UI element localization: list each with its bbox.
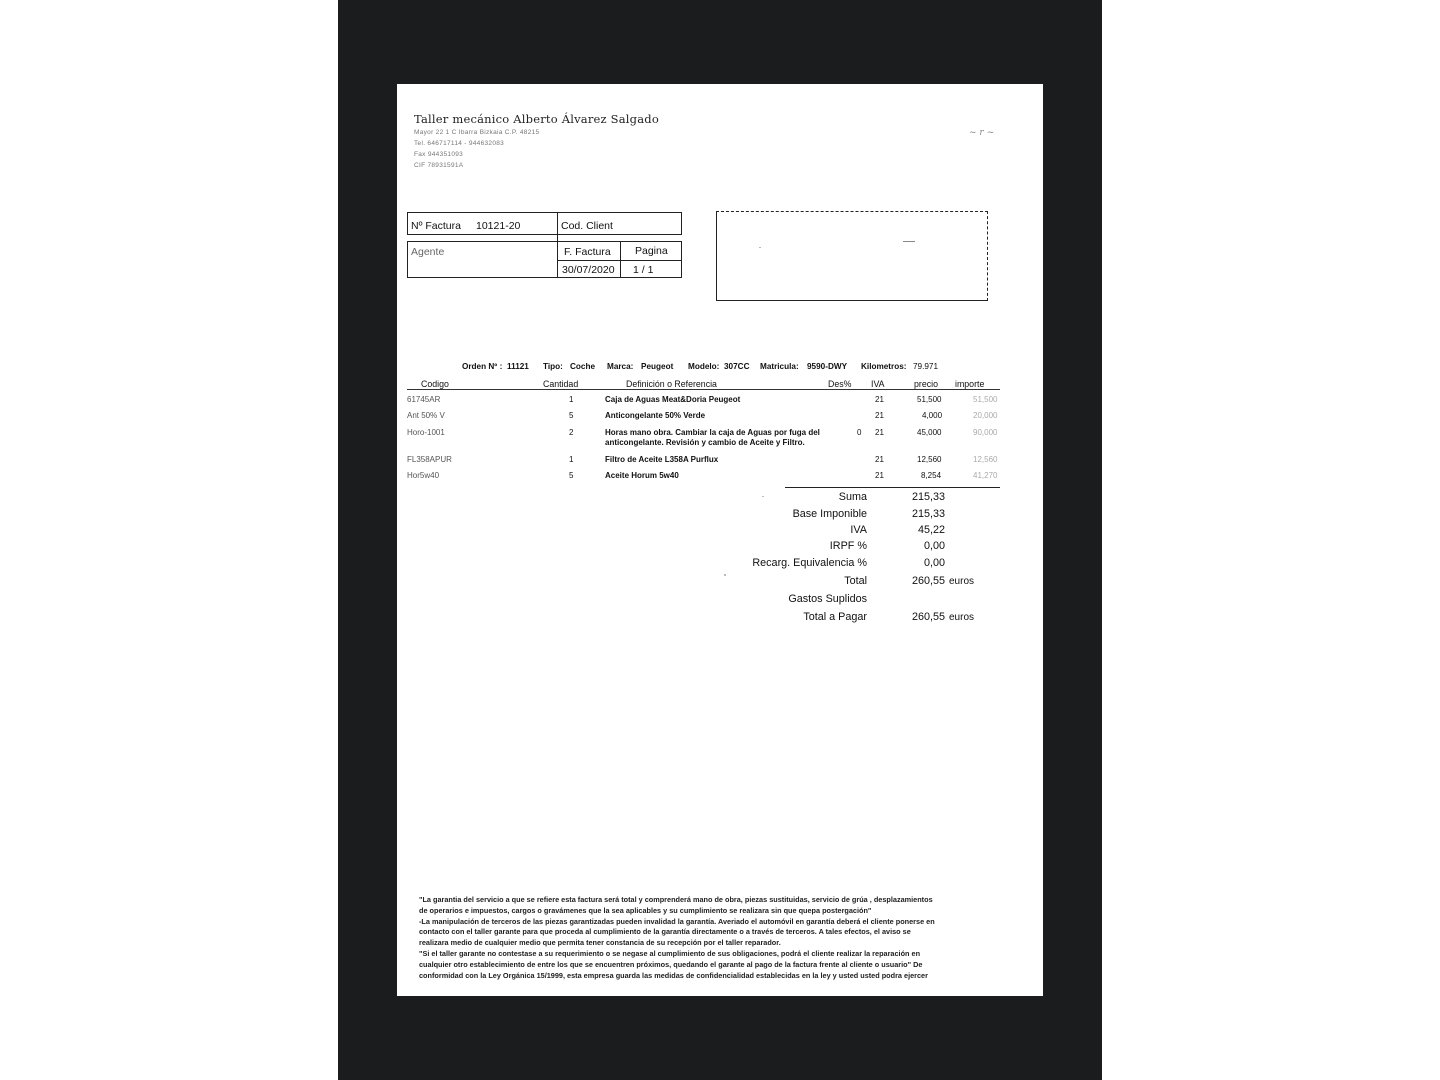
tax-base-value: 215,33 xyxy=(911,508,945,520)
row-discount: 0 xyxy=(857,428,862,437)
row-code: Hor5w40 xyxy=(407,471,440,480)
row-amount: 20,000 xyxy=(973,411,998,420)
client-address-box xyxy=(716,211,988,301)
col-header-iva: IVA xyxy=(871,379,885,389)
km-label: Kilometros: xyxy=(861,362,907,371)
row-desc: Filtro de Aceite L358A Purflux xyxy=(605,455,719,464)
totals-rule xyxy=(785,487,1000,488)
col-header-discount: Des% xyxy=(828,379,852,389)
scan-speck xyxy=(762,496,764,497)
row-desc: Horas mano obra. Cambiar la caja de Aguas por fuga del xyxy=(605,428,820,437)
col-header-price: precio xyxy=(914,379,938,389)
row-code: FL358APUR xyxy=(407,455,452,464)
invoice-number-label: Nº Factura xyxy=(411,220,461,232)
scan-speck xyxy=(759,247,761,248)
row-desc: Anticongelante 50% Verde xyxy=(605,411,706,420)
invoice-date-label: F. Factura xyxy=(564,246,611,258)
terms-line: -La manipulación de terceros de las piezas garantizadas pueden invalidad la garantía. Averiado el automóvil en garantía deberá el cliente ponerse en xyxy=(419,916,935,926)
invoice-number: 10121-20 xyxy=(476,220,521,232)
irpf-value: 0,00 xyxy=(923,540,945,552)
row-amount: 12,560 xyxy=(973,455,998,464)
company-fax: Fax 944351093 xyxy=(414,151,464,158)
brand-label: Marca: xyxy=(607,362,634,371)
page-label: Pagina xyxy=(635,245,668,257)
terms-line: de operarios e impuestos, cargos o gravámenes que la sea aplicables y su cumplimiento se realizara sin que quepa postergación" xyxy=(419,905,872,915)
row-qty: 1 xyxy=(569,455,574,464)
row-code: Horo-1001 xyxy=(407,428,445,437)
row-qty: 5 xyxy=(569,411,574,420)
row-price: 4,000 xyxy=(922,411,943,420)
expenses-label: Gastos Suplidos xyxy=(788,593,867,605)
order-number-label: Orden Nº : xyxy=(462,362,503,371)
terms-line: realizara medio de cualquier medio que permita tener constancia de su recepción por el taller reparador. xyxy=(419,938,781,948)
plate-label: Matricula: xyxy=(760,362,799,371)
row-qty: 1 xyxy=(569,395,574,404)
order-number: 11121 xyxy=(507,362,529,371)
row-qty: 5 xyxy=(569,471,574,480)
row-iva: 21 xyxy=(875,455,884,464)
terms-line: contacto con el taller garante para que proceda al cumplimiento de la garantía directamente o a través de terceros. A tales efectos, el aviso se xyxy=(419,927,911,937)
page-number: 1 / 1 xyxy=(633,264,654,276)
row-price: 8,254 xyxy=(921,471,942,480)
invoice-date: 30/07/2020 xyxy=(562,264,615,276)
vehicle-model: 307CC xyxy=(724,362,750,371)
scan-speck xyxy=(903,241,915,242)
row-amount: 41,270 xyxy=(973,471,998,480)
row-desc-continued: anticongelante. Revisión y cambio de Aceite y Filtro. xyxy=(605,438,805,447)
col-header-code: Codigo xyxy=(421,379,449,389)
terms-line: "Si el taller garante no contestase a su requerimiento o se negase al cumplimiento de sus obligaciones, podrá el cliente realizar la reparación en xyxy=(419,948,921,958)
model-label: Modelo: xyxy=(688,362,720,371)
amount-due-value: 260,55 xyxy=(911,611,945,623)
amount-due-label: Total a Pagar xyxy=(803,611,867,623)
row-qty: 2 xyxy=(569,428,574,437)
row-iva: 21 xyxy=(875,395,884,404)
vehicle-plate: 9590-DWY xyxy=(807,362,848,371)
col-header-amount: importe xyxy=(955,379,985,389)
scan-speck xyxy=(724,574,726,576)
vehicle-km: 79.971 xyxy=(913,362,939,371)
total-currency: euros xyxy=(949,576,975,587)
irpf-label: IRPF % xyxy=(829,540,867,552)
surcharge-label: Recarg. Equivalencia % xyxy=(752,557,867,569)
company-cif: CIF 78931591A xyxy=(414,162,464,169)
row-iva: 21 xyxy=(875,471,884,480)
row-desc: Caja de Aguas Meat&Doria Peugeot xyxy=(605,395,741,404)
amount-due-currency: euros xyxy=(949,612,975,623)
col-header-qty: Cantidad xyxy=(543,379,579,389)
company-name: Taller mecánico Alberto Álvarez Salgado xyxy=(414,112,659,126)
col-header-desc: Definición o Referencia xyxy=(626,379,717,389)
tax-base-label: Base Imponible xyxy=(792,508,867,520)
terms-line: conformidad con la Ley Orgánica 15/1999, esta empresa guarda las medidas de confidencialidad establecidas en la ley y usted usted podra ejercer xyxy=(419,970,928,980)
vehicle-type: Coche xyxy=(570,362,596,371)
row-price: 12,560 xyxy=(917,455,942,464)
invoice-page xyxy=(397,84,1043,996)
subtotal-label: Suma xyxy=(838,491,867,503)
type-label: Tipo: xyxy=(543,362,563,371)
agent-label: Agente xyxy=(411,246,445,258)
row-price: 51,500 xyxy=(917,395,942,404)
subtotal-value: 215,33 xyxy=(911,491,945,503)
terms-line: "La garantia del servicio a que se refiere esta factura será total y comprenderá mano de obra, piezas sustituidas, servicio de grúa , desplazamientos xyxy=(419,895,933,904)
total-value: 260,55 xyxy=(911,575,945,587)
row-desc: Aceite Horum 5w40 xyxy=(605,471,679,480)
iva-label: IVA xyxy=(850,524,867,536)
row-code: 61745AR xyxy=(407,395,441,404)
row-amount: 90,000 xyxy=(973,428,998,437)
row-iva: 21 xyxy=(875,428,884,437)
vehicle-brand: Peugeot xyxy=(641,362,674,371)
row-price: 45,000 xyxy=(917,428,942,437)
row-amount: 51,500 xyxy=(973,395,998,404)
client-code-label: Cod. Client xyxy=(561,220,613,232)
company-address: Mayor 22 1 C Ibarra Bizkaia C.P. 48215 xyxy=(414,129,540,136)
total-label: Total xyxy=(844,575,867,587)
signature: ~ r ~ xyxy=(969,128,995,138)
header-rule xyxy=(407,389,1000,390)
warranty-terms xyxy=(419,895,1009,981)
row-iva: 21 xyxy=(875,411,884,420)
surcharge-value: 0,00 xyxy=(923,557,945,569)
row-code: Ant 50% V xyxy=(407,411,445,420)
iva-value: 45,22 xyxy=(917,524,945,536)
company-phone: Tel. 646717114 - 944632083 xyxy=(414,140,505,147)
terms-line: cualquier otro establecimiento de entre los que se encuentren próximos, quedando el garante al pago de la factura frente al cliente o usuario" De xyxy=(419,959,923,969)
